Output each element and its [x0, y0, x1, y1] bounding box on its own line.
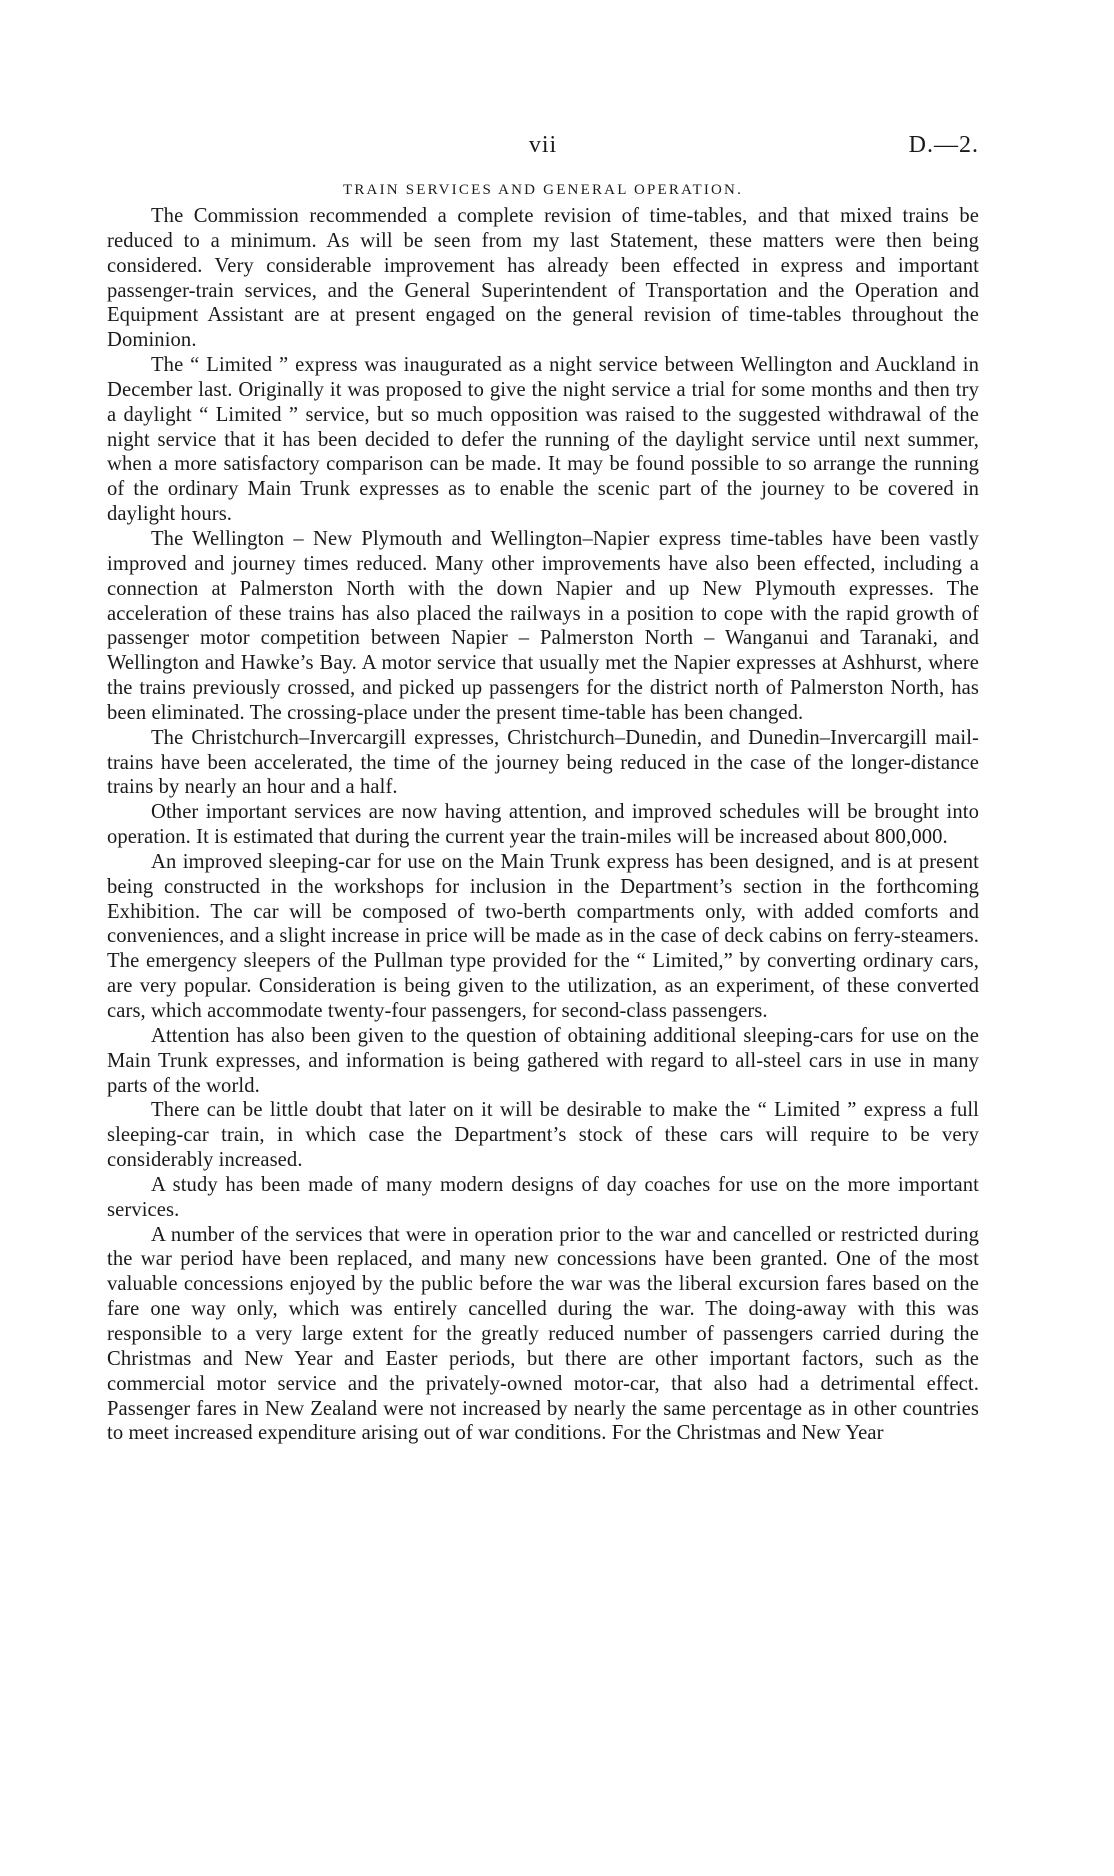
paragraph: The “ Limited ” express was inaugurated as a night service between Wellington and Auckland in December last. Originally it was proposed to give the night service a trial for some months and then try a daylight “ Limited ” service, but so much opposition was raised to the suggested withdrawal of the night service that it has been decided to defer the running of the daylight service until next summer, when a more satisfactory comparison can be made. It may be found possible to so arrange the running of the ordinary Main Trunk expresses as to enable the scenic part of the journey to be covered in daylight hours.: [107, 354, 979, 526]
paragraph: A number of the services that were in operation prior to the war and cancelled or restricted during the war period have been replaced, and many new concessions have been granted. One of the most valuable concessions enjoyed by the public before the war was the liberal excursion fares based on the fare one way only, which was entirely cancelled during the war. The doing-away with this was responsible to a very large extent for the greatly reduced number of passengers carried during the Christmas and New Year and Easter periods, but there are other important factors, such as the commercial motor service and the privately-owned motor-car, that also had a detrimental effect. Passenger fares in New Zealand were not increased by nearly the same percentage as in other countries to meet increased expenditure arising out of war conditions. For the Christmas and New Year: [107, 1223, 979, 1445]
body-text: [107, 204, 979, 1446]
paragraph: Attention has also been given to the question of obtaining additional sleeping-cars for use on the Main Trunk expresses, and information is being gathered with regard to all-steel cars in use in many parts of the world.: [107, 1024, 979, 1097]
paragraph: The Christchurch–Invercargill expresses, Christchurch–Dunedin, and Dunedin–Invercargill mail-trains have been accelerated, the time of the journey being reduced in the case of the longer-distance trains by nearly an hour and a half.: [107, 726, 979, 799]
paragraph: Other important services are now having attention, and improved schedules will be brought into operation. It is estimated that during the current year the train-miles will be increased about 800,000.: [107, 801, 979, 849]
page-number: vii: [528, 132, 558, 158]
paragraph: There can be little doubt that later on it will be desirable to make the “ Limited ” express a full sleeping-car train, in which case the Department’s stock of these cars will require to be very considerably increased.: [107, 1099, 979, 1172]
section-title: TRAIN SERVICES AND GENERAL OPERATION.: [342, 182, 744, 198]
document-reference: D.—2.: [908, 132, 979, 158]
page-header: [107, 132, 979, 172]
paragraph: An improved sleeping-car for use on the Main Trunk express has been designed, and is at present being constructed in the workshops for inclusion in the Department’s section in the forthcoming Exhibition. The car will be composed of two-berth compartments only, with added comforts and conveniences, and a slight increase in price will be made as in the case of deck cabins on ferry-steamers. The emergency sleepers of the Pullman type provided for the “ Limited,” by converting ordinary cars, are very popular. Consideration is being given to the utilization, as an experiment, of these converted cars, which accommodate twenty-four passengers, for second-class passengers.: [107, 850, 979, 1022]
paragraph: A study has been made of many modern designs of day coaches for use on the more important services.: [107, 1173, 979, 1221]
document-page: [107, 132, 979, 1446]
paragraph: The Commission recommended a complete revision of time-tables, and that mixed trains be reduced to a minimum. As will be seen from my last Statement, these matters were then being considered. Very considerable improvement has already been effected in express and important passenger-train services, and the General Superintendent of Transportation and the Operation and Equipment Assistant are at present engaged on the general revision of time-tables throughout the Dominion.: [107, 205, 979, 352]
paragraph: The Wellington – New Plymouth and Wellington–Napier express time-tables have been vastly improved and journey times reduced. Many other improvements have also been effected, including a connection at Palmerston North with the down Napier and up New Plymouth expresses. The acceleration of these trains has also placed the railways in a position to cope with the rapid growth of passenger motor competition between Napier – Palmerston North – Wanganui and Taranaki, and Wellington and Hawke’s Bay. A motor service that usually met the Napier expresses at Ashhurst, where the trains previously crossed, and picked up passengers for the district north of Palmerston North, has been eliminated. The crossing-place under the present time-table has been changed.: [107, 527, 979, 724]
